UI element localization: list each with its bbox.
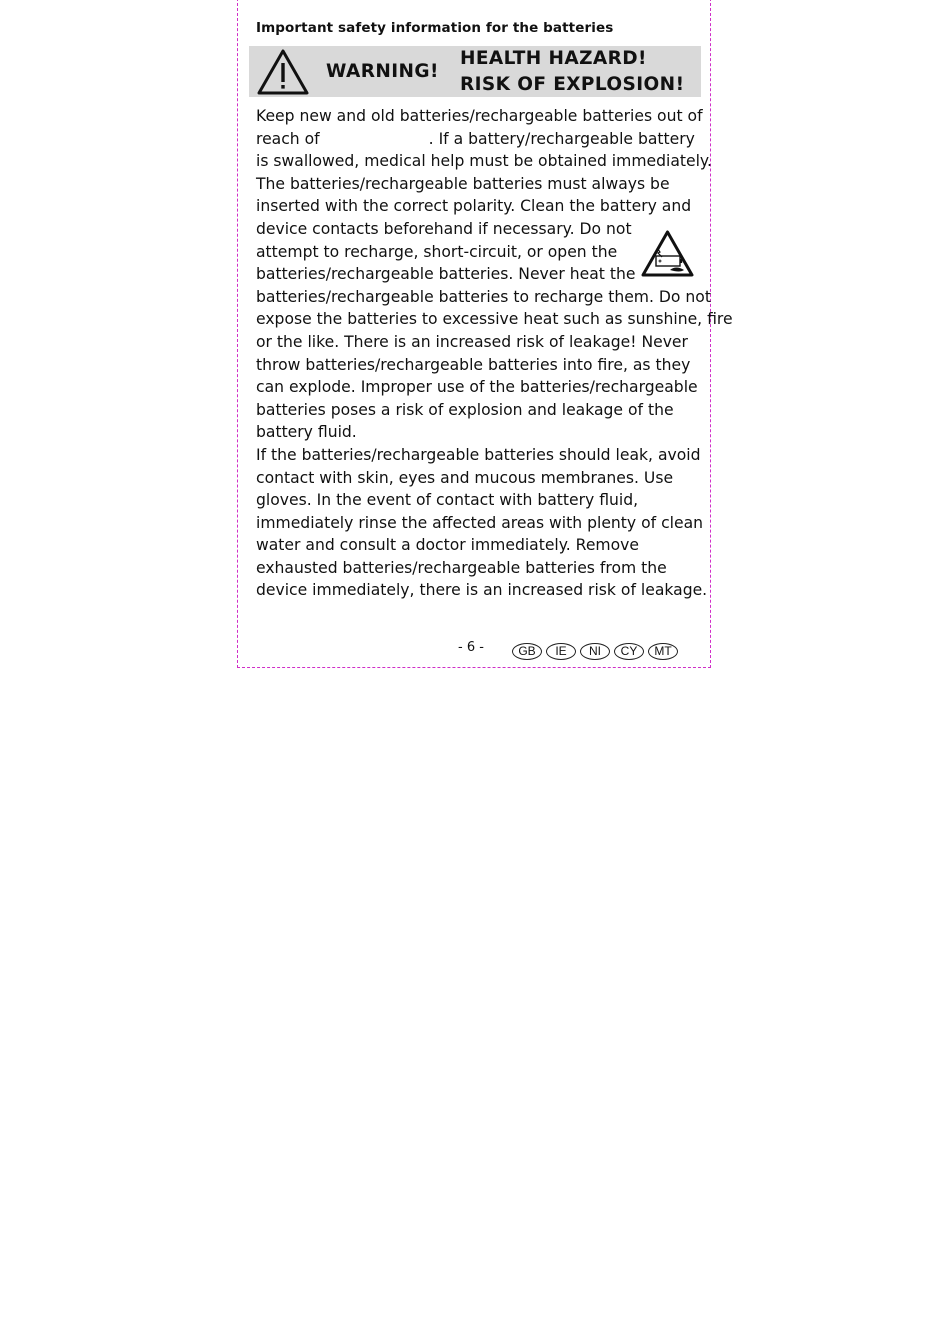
text-fragment: reach of	[256, 129, 320, 148]
text-line: If the batteries/rechargeable batteries should leak, avoid	[256, 445, 701, 464]
text-line: batteries poses a risk of explosion and leakage of the	[256, 400, 674, 419]
text-line: The batteries/rechargeable batteries must always be	[256, 174, 670, 193]
country-badge-cy: CY	[614, 643, 644, 660]
text-line: throw batteries/rechargeable batteries into fire, as they	[256, 355, 691, 374]
text-line	[256, 128, 701, 151]
text-line: exhausted batteries/rechargeable batteries from the	[256, 558, 667, 577]
text-line: attempt to recharge, short-circuit, or open the	[256, 242, 618, 261]
text-line: water and consult a doctor immediately. Remove	[256, 536, 639, 555]
text-line: inserted with the correct polarity. Clean the battery and	[256, 197, 692, 216]
country-badge-gb: GB	[512, 643, 542, 660]
text-line: contact with skin, eyes and mucous membranes. Use	[256, 468, 674, 487]
text-line: batteries/rechargeable batteries to recharge them. Do not	[256, 287, 711, 306]
country-badge-ie: IE	[546, 643, 576, 660]
text-line: or the like. There is an increased risk of leakage! Never	[256, 332, 688, 351]
safety-paragraph	[256, 105, 733, 602]
text-line: device contacts beforehand if necessary. Do not	[256, 219, 632, 238]
text-fragment: . If a battery/rechargeable battery	[428, 129, 695, 148]
warning-triangle-icon	[256, 48, 310, 96]
text-line: battery fluid.	[256, 423, 357, 442]
text-line: Keep new and old batteries/rechargeable batteries out of	[256, 107, 703, 125]
text-line: immediately rinse the affected areas with plenty of clean	[256, 513, 704, 532]
text-line: gloves. In the event of contact with battery fluid,	[256, 491, 639, 510]
warning-banner	[249, 46, 701, 97]
country-badges	[512, 643, 678, 660]
warning-label: WARNING!	[326, 61, 439, 82]
text-line: device immediately, there is an increased risk of leakage.	[256, 581, 708, 600]
hazard-explosion: RISK OF EXPLOSION!	[460, 74, 685, 95]
page-number: - 6 -	[458, 640, 484, 655]
battery-hazard-icon	[640, 229, 695, 279]
text-line: batteries/rechargeable batteries. Never heat the	[256, 265, 636, 284]
text-line: can explode. Improper use of the batteries/rechargeable	[256, 378, 698, 397]
country-badge-mt: MT	[648, 643, 678, 660]
section-heading: Important safety information for the batteries	[256, 20, 614, 36]
text-line: is swallowed, medical help must be obtained immediately.	[256, 152, 712, 171]
country-badge-ni: NI	[580, 643, 610, 660]
text-line: expose the batteries to excessive heat such as sunshine, fire	[256, 310, 733, 329]
hazard-health: HEALTH HAZARD!	[460, 48, 647, 69]
